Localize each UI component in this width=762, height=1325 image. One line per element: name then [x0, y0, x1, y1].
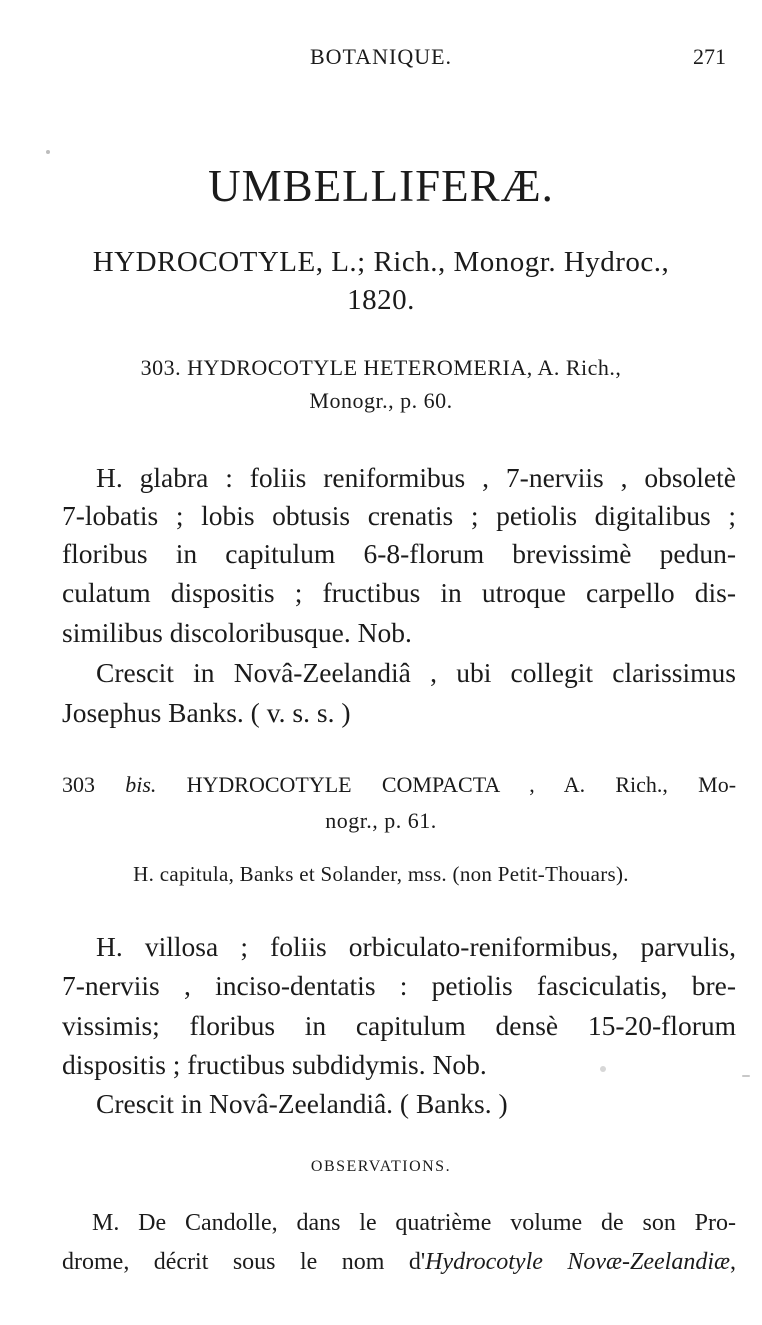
- family-title: UMBELLIFERÆ.: [208, 161, 554, 211]
- bis-marker: bis.: [125, 772, 157, 797]
- habitat-2-line: Crescit in Novâ-Zeelandiâ. ( Banks. ): [96, 1088, 508, 1119]
- synonym-line: H. capitula, Banks et Solander, mss. (non Petit-Thouars).: [133, 862, 629, 886]
- diagnosis-line-1: H. glabra : foliis reniformibus , 7-nerviis , obsoletè: [96, 462, 736, 493]
- habitat-line-2: Josephus Banks. ( v. s. s. ): [62, 697, 351, 728]
- diagnosis-line-4: culatum dispositis ; fructibus in utroque carpello dis-: [62, 577, 736, 608]
- diagnosis-line-5: similibus discoloribusque. Nob.: [62, 617, 412, 648]
- genus-line-2: 1820.: [347, 284, 415, 316]
- species-303-bis-heading-line-2: nogr., p. 61.: [325, 808, 437, 833]
- running-head: BOTANIQUE.: [310, 44, 453, 69]
- diagnosis-2-line-3: vissimis; floribus in capitulum densè 15-20-florum: [62, 1010, 736, 1041]
- diagnosis-line-3: floribus in capitulum 6-8-florum brevissimè pedun-: [62, 538, 736, 569]
- observations-heading: OBSERVATIONS.: [310, 1158, 452, 1175]
- paper-speck: [600, 1066, 606, 1072]
- species-303-bis-heading-rest: HYDROCOTYLE COMPACTA , A. Rich., Mo-: [186, 772, 737, 797]
- observations-line-1: M. De Candolle, dans le quatrième volume de son Pro-: [92, 1210, 736, 1236]
- species-303-heading-line-2: Monogr., p. 60.: [309, 388, 453, 413]
- species-303-heading-line-1: 303. HYDROCOTYLE HETEROMERIA, A. Rich.,: [140, 355, 622, 380]
- diagnosis-line-2: 7-lobatis ; lobis obtusis crenatis ; petiolis digitalibus ;: [62, 500, 736, 531]
- page-number: 271: [693, 44, 726, 69]
- habitat-line-1: Crescit in Novâ-Zeelandiâ , ubi collegit clarissimus: [96, 657, 736, 688]
- observations-line-2: [62, 1249, 736, 1276]
- observations-line-2-prefix: drome, décrit sous le nom d': [62, 1249, 426, 1275]
- species-303-bis-heading-line-1: [62, 772, 736, 798]
- species-number: 303: [62, 772, 95, 797]
- diagnosis-2-line-4: dispositis ; fructibus subdidymis. Nob.: [62, 1049, 487, 1080]
- genus-line-1: HYDROCOTYLE, L.; Rich., Monogr. Hydroc.,: [92, 246, 670, 278]
- species-name-italic: Hydrocotyle Novæ-Zeelandiæ: [425, 1249, 730, 1275]
- observations-line-2-suffix: ,: [730, 1249, 736, 1275]
- diagnosis-2-line-1: H. villosa ; foliis orbiculato-reniformibus, parvulis,: [96, 931, 736, 962]
- paper-speck: [742, 1075, 750, 1077]
- diagnosis-2-line-2: 7-nerviis , inciso-dentatis : petiolis fasciculatis, bre-: [62, 970, 736, 1001]
- paper-speck: [46, 150, 50, 154]
